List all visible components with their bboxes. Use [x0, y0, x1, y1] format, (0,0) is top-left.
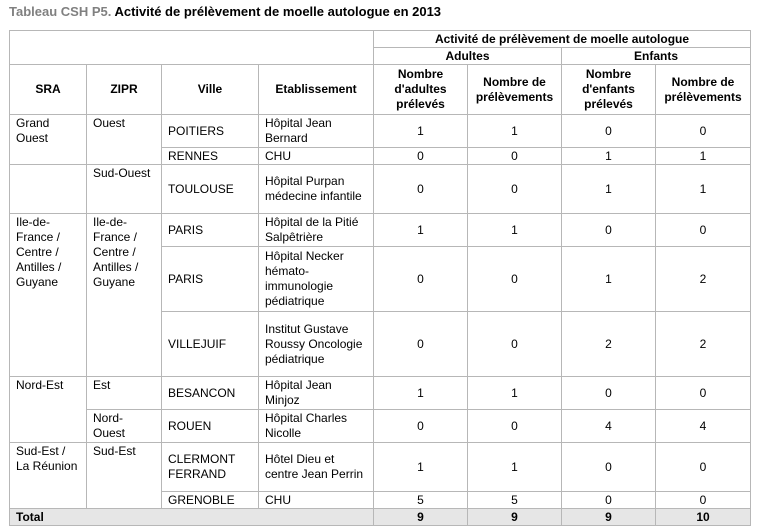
caption-title: Activité de prélèvement de moelle autologue en 2013: [114, 4, 442, 19]
cell-prelev-adultes: 1: [468, 214, 562, 247]
cell-sra: Nord-Est: [10, 377, 87, 443]
header-ville: Ville: [162, 65, 259, 115]
header-nb-adultes: Nombre d'adultes prélevés: [374, 65, 468, 115]
cell-zipr: Nord-Ouest: [87, 410, 162, 443]
cell-etablissement: Hôpital Necker hémato-immunologie pédiatrique: [259, 247, 374, 312]
cell-etablissement: CHU: [259, 492, 374, 509]
cell-nb-adultes: 1: [374, 443, 468, 492]
total-label: Total: [10, 509, 374, 526]
cell-prelev-enfants: 2: [656, 247, 751, 312]
total-prelev-enfants: 10: [656, 509, 751, 526]
cell-etablissement: Hôpital Jean Minjoz: [259, 377, 374, 410]
header-group: Activité de prélèvement de moelle autologue: [374, 31, 751, 48]
cell-nb-adultes: 1: [374, 214, 468, 247]
cell-prelev-enfants: 0: [656, 115, 751, 148]
cell-nb-adultes: 0: [374, 165, 468, 214]
cell-zipr: Sud-Est: [87, 443, 162, 509]
cell-nb-adultes: 0: [374, 312, 468, 377]
cell-prelev-enfants: 0: [656, 443, 751, 492]
cell-nb-enfants: 0: [562, 115, 656, 148]
cell-sra-empty: [10, 165, 87, 214]
cell-etablissement: Hôpital Jean Bernard: [259, 115, 374, 148]
header-nb-prelevements-enfants: Nombre de prélèvements: [656, 65, 751, 115]
cell-etablissement: CHU: [259, 148, 374, 165]
cell-nb-adultes: 0: [374, 410, 468, 443]
cell-prelev-adultes: 1: [468, 443, 562, 492]
header-zipr: ZIPR: [87, 65, 162, 115]
cell-ville: CLERMONT FERRAND: [162, 443, 259, 492]
header-nb-prelevements-adultes: Nombre de prélèvements: [468, 65, 562, 115]
table-row: [10, 377, 751, 410]
total-nb-adultes: 9: [374, 509, 468, 526]
table-row: [10, 443, 751, 492]
cell-nb-adultes: 1: [374, 115, 468, 148]
cell-sra: Grand Ouest: [10, 115, 87, 165]
cell-nb-adultes: 1: [374, 377, 468, 410]
cell-prelev-enfants: 2: [656, 312, 751, 377]
header-nb-enfants: Nombre d'enfants prélevés: [562, 65, 656, 115]
cell-ville: RENNES: [162, 148, 259, 165]
cell-nb-enfants: 0: [562, 377, 656, 410]
table-row: [10, 410, 751, 443]
cell-nb-enfants: 0: [562, 443, 656, 492]
cell-ville: ROUEN: [162, 410, 259, 443]
header-sra: SRA: [10, 65, 87, 115]
total-prelev-adultes: 9: [468, 509, 562, 526]
cell-ville: BESANCON: [162, 377, 259, 410]
cell-etablissement: Institut Gustave Roussy Oncologie pédiatrique: [259, 312, 374, 377]
cell-etablissement: Hôpital Purpan médecine infantile: [259, 165, 374, 214]
cell-nb-adultes: 0: [374, 148, 468, 165]
cell-sra: Sud-Est / La Réunion: [10, 443, 87, 509]
total-nb-enfants: 9: [562, 509, 656, 526]
cell-nb-enfants: 4: [562, 410, 656, 443]
cell-prelev-enfants: 4: [656, 410, 751, 443]
cell-nb-enfants: 1: [562, 148, 656, 165]
cell-prelev-adultes: 5: [468, 492, 562, 509]
cell-prelev-enfants: 1: [656, 165, 751, 214]
data-table: [9, 30, 751, 526]
table-row: [10, 214, 751, 247]
header-etablissement: Etablissement: [259, 65, 374, 115]
cell-prelev-adultes: 1: [468, 115, 562, 148]
cell-prelev-adultes: 0: [468, 247, 562, 312]
cell-nb-enfants: 2: [562, 312, 656, 377]
cell-ville: VILLEJUIF: [162, 312, 259, 377]
cell-nb-enfants: 1: [562, 247, 656, 312]
cell-nb-adultes: 5: [374, 492, 468, 509]
cell-prelev-adultes: 0: [468, 148, 562, 165]
cell-sra: Ile-de-France / Centre / Antilles / Guyane: [10, 214, 87, 377]
cell-nb-adultes: 0: [374, 247, 468, 312]
cell-etablissement: Hôtel Dieu et centre Jean Perrin: [259, 443, 374, 492]
cell-prelev-adultes: 0: [468, 410, 562, 443]
header-adultes: Adultes: [374, 48, 562, 65]
cell-nb-enfants: 0: [562, 214, 656, 247]
cell-ville: TOULOUSE: [162, 165, 259, 214]
header-empty: [10, 31, 374, 65]
cell-ville: PARIS: [162, 247, 259, 312]
cell-prelev-enfants: 0: [656, 214, 751, 247]
cell-zipr: Est: [87, 377, 162, 410]
cell-ville: GRENOBLE: [162, 492, 259, 509]
cell-prelev-enfants: 0: [656, 377, 751, 410]
caption-prefix: Tableau CSH P5.: [9, 4, 112, 19]
cell-nb-enfants: 1: [562, 165, 656, 214]
total-row: [10, 509, 751, 526]
cell-prelev-enfants: 0: [656, 492, 751, 509]
cell-zipr: Sud-Ouest: [87, 165, 162, 214]
table-row: [10, 115, 751, 148]
cell-nb-enfants: 0: [562, 492, 656, 509]
table-row: [10, 165, 751, 214]
cell-prelev-adultes: 1: [468, 377, 562, 410]
cell-prelev-adultes: 0: [468, 165, 562, 214]
cell-etablissement: Hôpital Charles Nicolle: [259, 410, 374, 443]
cell-prelev-adultes: 0: [468, 312, 562, 377]
cell-zipr: Ouest: [87, 115, 162, 165]
cell-ville: POITIERS: [162, 115, 259, 148]
cell-zipr: Ile-de-France / Centre / Antilles / Guyane: [87, 214, 162, 377]
cell-ville: PARIS: [162, 214, 259, 247]
table-caption: [9, 4, 441, 19]
header-enfants: Enfants: [562, 48, 751, 65]
cell-etablissement: Hôpital de la Pitié Salpêtrière: [259, 214, 374, 247]
cell-prelev-enfants: 1: [656, 148, 751, 165]
